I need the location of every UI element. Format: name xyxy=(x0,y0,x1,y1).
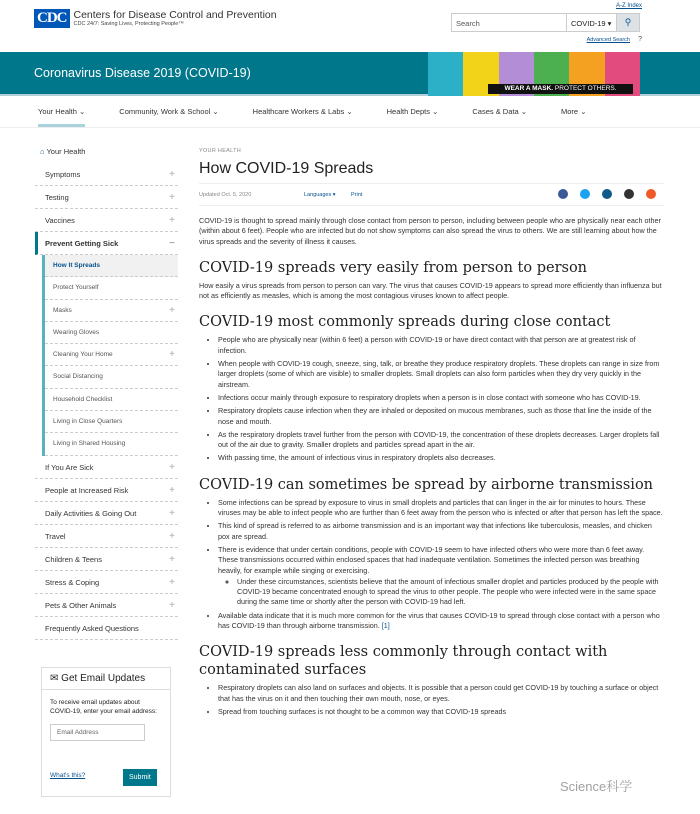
home-icon: ⌂ xyxy=(40,147,45,156)
plus-icon: + xyxy=(169,304,175,316)
plus-icon: + xyxy=(169,192,175,203)
nav-cases-data[interactable]: Cases & Data ⌄ xyxy=(472,107,528,116)
sidebar-subitem[interactable]: Household Checklist xyxy=(45,389,178,411)
airborne-list: • Some infections can be spread by exposure to virus in small droplets and particles that can linger in the air for minutes to hours. These viruses may be able to infect people who are further than 6 feet away from the person who is infected or after that person has left the space. • This kind of spread is referred to as airborne transmission and is an important way that infections like tuberculosis, measles, and chicken pox are spread. • There is evidence that under certain conditions, people with COVID-19 seem to have infected others who were more than 6 feet away. These transmissions occurred within enclosed spaces that had inadequate ventilation. Sometimes the infected person was breathing heavily, for example while singing or exercising. ◦ Under these circumstances, scientists believe that the amount of infectious smaller droplet and particles produced by the people with COVID-19 became concentrated enough to spread the virus to other people. The people who were infected were in the same space during the same time or shortly after the person with COVID-19 had left. • Available data indicate that it is much more common for the virus that causes COVID-19 to spread through close contact with a person who has COVID-19 than through airborne transmission. [1] xyxy=(199,498,664,632)
sidebar-subitem[interactable]: Social Distancing xyxy=(45,366,178,388)
site-header xyxy=(0,0,700,52)
search-icon: ⚲ xyxy=(624,17,632,27)
sidebar-item[interactable]: Symptoms + xyxy=(35,163,178,186)
linkedin-icon[interactable] xyxy=(602,189,612,199)
cdc-logo[interactable]: CDC Centers for Disease Control and Prevention CDC 24/7: Saving Lives, Protecting People™ xyxy=(34,9,277,28)
plus-icon: + xyxy=(169,461,175,473)
sidebar-item[interactable]: People at Increased Risk + xyxy=(35,479,178,502)
sidebar-subitem-current[interactable]: How It Spreads xyxy=(45,255,178,277)
updated-date: Updated Oct. 5, 2020 xyxy=(199,192,252,198)
plus-icon: + xyxy=(169,349,175,361)
search-button[interactable] xyxy=(617,14,639,31)
search-input[interactable]: Search xyxy=(452,14,567,31)
sidebar-subitem[interactable]: Wearing Gloves xyxy=(45,322,178,344)
sidebar xyxy=(35,143,178,640)
plus-icon: + xyxy=(169,484,175,496)
sidebar-subitem[interactable]: Living in Close Quarters xyxy=(45,411,178,433)
close-contact-list: • People who are physically near (within 6 feet) a person with COVID-19 or have direct contact with that person are at greatest risk of infection. • When people with COVID-19 cough, sneeze, sing, talk, or breathe they produce respiratory droplets. These droplets can range in size from larger droplets (some of which are visible) to smaller droplets. Small droplets can also form particles when they dry very quickly in the airstream. • Infections occur mainly through exposure to respiratory droplets when a person is in close contact with someone who has COVID-19. • Respiratory droplets cause infection when they are inhaled or deposited on mucous membranes, such as those that line the inside of the nose and mouth. • As the respiratory droplets travel further from the person with COVID-19, the concentration of these droplets decreases. Larger droplets fall out of the air due to gravity. Smaller droplets and particles spread apart in the air. • With passing time, the amount of infectious virus in respiratory droplets also decreases. xyxy=(199,335,664,463)
plus-icon: + xyxy=(169,507,175,519)
nav-more[interactable]: More ⌄ xyxy=(561,107,587,116)
submit-button[interactable]: Submit xyxy=(123,769,157,786)
sidebar-submenu xyxy=(42,255,178,456)
minus-icon: − xyxy=(169,238,175,249)
whats-this-link[interactable]: What's this? xyxy=(50,772,86,779)
sidebar-item[interactable]: Pets & Other Animals + xyxy=(35,594,178,617)
search-scope-dropdown[interactable]: COVID-19 ▾ xyxy=(567,14,617,31)
sidebar-item[interactable]: If You Are Sick + xyxy=(35,456,178,479)
plus-icon: + xyxy=(169,169,175,180)
surfaces-list: • Respiratory droplets can also land on surfaces and objects. It is possible that a person could get COVID-19 by touching a surface or object that has the virus on it and then touching their own mouth, nose, or eyes. • Spread from touching surfaces is not thought to be a common way that COVID-19 spreads xyxy=(199,683,664,717)
sidebar-item[interactable]: Vaccines + xyxy=(35,209,178,232)
breadcrumb: YOUR HEALTH xyxy=(199,148,242,154)
section-heading: COVID-19 spreads less commonly through contact with contaminated surfaces xyxy=(199,644,608,679)
sidebar-item[interactable]: Daily Activities & Going Out + xyxy=(35,502,178,525)
plus-icon: + xyxy=(169,576,175,588)
sidebar-home[interactable]: ⌂ Your Health xyxy=(40,147,86,156)
advanced-search-link[interactable]: Advanced Search xyxy=(586,37,630,43)
email-input[interactable]: Email Address xyxy=(50,724,145,741)
syndicate-icon[interactable] xyxy=(646,189,656,199)
sidebar-subitem[interactable]: Living in Shared Housing xyxy=(45,433,178,455)
plus-icon: + xyxy=(169,530,175,542)
mask-campaign-text: WEAR A MASK. PROTECT OTHERS. xyxy=(488,84,633,94)
nav-your-health[interactable]: Your Health ⌄ xyxy=(38,96,85,127)
plus-icon: + xyxy=(169,553,175,565)
az-index-link[interactable]: A-Z Index xyxy=(615,3,642,9)
sidebar-item[interactable]: Travel + xyxy=(35,525,178,548)
email-updates-box: ✉ Get Email Updates To receive email updates about COVID-19, enter your email address: Email Address What's this? Submit xyxy=(41,667,171,797)
reference-link[interactable]: [1] xyxy=(381,621,390,631)
sidebar-item[interactable]: Frequently Asked Questions xyxy=(35,617,178,640)
search-bar xyxy=(451,13,640,32)
sidebar-item[interactable]: Children & Teens + xyxy=(35,548,178,571)
section-heading: COVID-19 spreads very easily from person to person xyxy=(199,259,588,276)
topic-title[interactable]: Coronavirus Disease 2019 (COVID-19) xyxy=(34,66,251,80)
twitter-icon[interactable] xyxy=(580,189,590,199)
watermark: Science科学 xyxy=(560,779,633,794)
nav-community[interactable]: Community, Work & School ⌄ xyxy=(119,107,219,116)
main-nav xyxy=(0,96,700,128)
email-share-icon[interactable] xyxy=(624,189,634,199)
sidebar-item[interactable]: Stress & Coping + xyxy=(35,571,178,594)
page-title: How COVID-19 Spreads xyxy=(199,160,374,177)
facebook-icon[interactable] xyxy=(558,189,568,199)
envelope-icon: ✉ xyxy=(50,673,59,684)
print-link[interactable]: Print xyxy=(351,192,363,198)
languages-dropdown[interactable]: Languages ▾ xyxy=(304,192,336,198)
page-meta xyxy=(199,183,664,206)
sidebar-subitem[interactable]: Protect Yourself xyxy=(45,277,178,299)
plus-icon: + xyxy=(169,599,175,611)
sidebar-subitem[interactable]: Masks + xyxy=(45,300,178,322)
sidebar-subitem[interactable]: Cleaning Your Home + xyxy=(45,344,178,366)
section-heading: COVID-19 can sometimes be spread by airborne transmission xyxy=(199,476,654,493)
nav-health-depts[interactable]: Health Depts ⌄ xyxy=(386,107,439,116)
plus-icon: + xyxy=(169,215,175,226)
nav-healthcare[interactable]: Healthcare Workers & Labs ⌄ xyxy=(252,107,353,116)
topic-banner xyxy=(0,52,700,96)
intro-paragraph: COVID-19 is thought to spread mainly through close contact from person to person, including between people who are physically near each other (within about 6 feet). People who are infected but do not show symptoms can also spread the virus to others. We are still learning about how the virus spreads and the severity of illness it causes. xyxy=(199,216,661,246)
sidebar-item[interactable]: Testing + xyxy=(35,186,178,209)
section-heading: COVID-19 most commonly spreads during close contact xyxy=(199,314,611,331)
help-icon[interactable]: ? xyxy=(638,36,642,43)
main-content: YOUR HEALTH How COVID-19 Spreads Updated Oct. 5, 2020 Languages ▾ Print COVID-19 is thought to spread mainly through close contact from person to person, including between people who are physically near each other (within about 6 feet). People who are infected but do not show symptoms can also spread the virus to others. We are still learning about how the virus spreads and the severity of illness it causes. COVID-19 spreads very easily from person to person How easily a virus spreads from person to person can vary. The virus that causes COVID-19 appears to spread more efficiently than influenza but not as efficiently as measles, which is among the most contagious viruses known to affect people. COVID-19 most commonly spreads during close contact • People who are physically near (within 6 feet) a person with COVID-19 or have direct contact with that person are at greatest risk of infection. • When people with COVID-19 cough, sneeze, sing, talk, or breathe they produce respiratory droplets. These droplets can range in size from larger droplets (some of which are visible) to smaller droplets. Small droplets can also form particles when they dry very quickly in the airstream. • Infections occur mainly through exposure to respiratory droplets when a person is in close contact with someone who has COVID-19. • Respiratory droplets cause infection when they are inhaled or deposited on mucous membranes, such as those that line the inside of the nose and mouth. • As the respiratory droplets travel further from the person with COVID-19, the concentration of these droplets decreases. Larger droplets fall out of the air due to gravity. Smaller droplets and particles spread apart in the air. • With passing time, the amount of infectious virus in respiratory droplets also decreases. COVID-19 can sometimes be spread by airborne transmission • Some infections can be spread by exposure to virus in small droplets and particles that can linger in the air for minutes to hours. These viruses may be able to infect people who are further than 6 feet away from the person who is infected or after that person has left the space. • This kind of spread is referred to as airborne transmission and is an important way that infections like tuberculosis, measles, and chicken pox are spread. • There is evidence that under certain conditions, people with COVID-19 seem to have infected others who were more than 6 feet away. These transmissions occurred within enclosed spaces that had inadequate ventilation. Sometimes the infected person was breathing heavily, for example while singing or exercising. ◦ Under these circumstances, scientists believe that the amount of infectious smaller droplet and particles produced by the people with COVID-19 became concentrated enough to spread the virus to other people. The people who were infected were in the same space during the same time or shortly after the person with COVID-19 had left. • Available data indicate that it is much more common for the virus that causes COVID-19 to spread through close contact with a person who has COVID-19 than through airborne transmission. [1] COVID-19 spreads less commonly through contact with contaminated surfaces • Respiratory droplets can also land on surfaces and objects. It is possible that a person could get COVID-19 by touching a surface or object that has the virus on it and then touching their own mouth, nose, or eyes. • Spread from touching surfaces is not thought to be a common way that COVID-19 spreads xyxy=(199,148,664,720)
sidebar-item-prevent[interactable]: Prevent Getting Sick − xyxy=(35,232,178,255)
